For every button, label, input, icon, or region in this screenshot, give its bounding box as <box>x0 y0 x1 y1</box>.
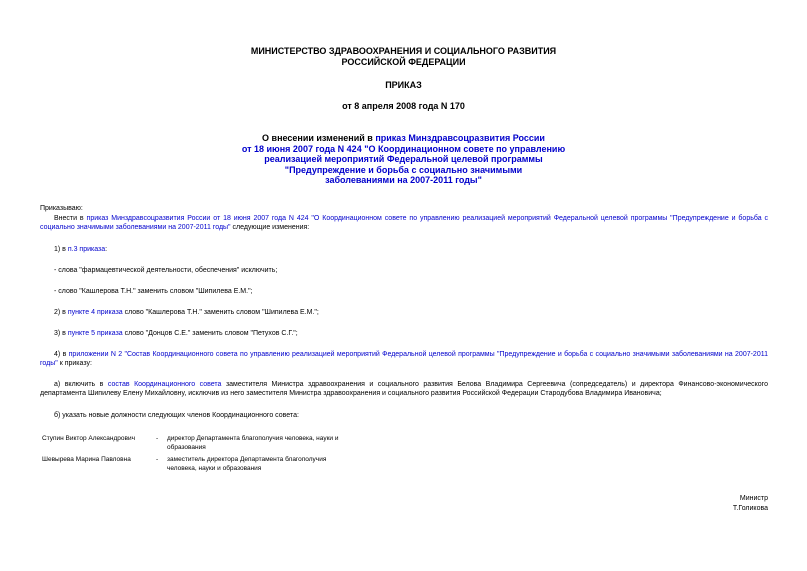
item-4-a-prefix: а) включить в <box>54 381 108 388</box>
member-position: директор Департамента благополучия человека, науки и образования <box>167 435 339 451</box>
item-1-a: - слова "фармацевтической деятельности, обеспечения" исключить; <box>54 267 278 274</box>
item-4-link[interactable]: приложении N 2 "Состав Координационного совета по управлению реализацией мероприятий Федеральной целевой программы "Предупреждение и борьба с социально значимыми заболеваниями на 2007-2011 годы" <box>40 351 768 367</box>
title-prefix: О внесении изменений в <box>262 133 376 143</box>
intro-prefix: Внести в <box>54 215 87 222</box>
item-4-b: б) указать новые должности следующих членов Координационного совета: <box>54 412 299 419</box>
item-4-a <box>40 380 768 398</box>
title-link-line-2[interactable]: реализацией мероприятий Федеральной целевой программы <box>264 154 543 164</box>
item-1-prefix: 1) в <box>54 246 68 253</box>
member-name: Шевырева Марина Павловна <box>42 456 131 463</box>
item-1-suffix: : <box>105 246 108 253</box>
orders-label: Приказываю: <box>40 205 83 212</box>
document-date: от 8 апреля 2008 года N 170 <box>342 101 465 111</box>
intro-paragraph <box>40 214 768 232</box>
item-2-suffix: слово "Кашлерова Т.Н." заменить словом "Шипилева Е.М."; <box>122 309 319 316</box>
item-2-prefix: 2) в <box>54 309 68 316</box>
item-1-b: - слово "Кашлерова Т.Н." заменить словом "Шипилева Е.М."; <box>54 288 253 295</box>
ministry-heading <box>0 46 807 68</box>
title-link-line-3[interactable]: "Предупреждение и борьба с социально значимыми <box>284 164 523 175</box>
item-3-suffix: слово "Донцов С.Е." заменить словом "Петухов С.Г."; <box>122 330 298 337</box>
member-dash: - <box>156 435 159 442</box>
ministry-line-1: МИНИСТЕРСТВО ЗДРАВООХРАНЕНИЯ И СОЦИАЛЬНОГО РАЗВИТИЯ <box>250 46 557 56</box>
item-1 <box>40 245 768 254</box>
item-4-prefix: 4) в <box>54 351 69 358</box>
ministry-line-2: РОССИЙСКОЙ ФЕДЕРАЦИИ <box>341 57 466 67</box>
title-link-line-1[interactable]: от 18 июня 2007 года N 424 "О Координационном совете по управлению <box>241 143 566 154</box>
title-link-order[interactable]: приказ Минздравсоцразвития России <box>375 133 545 143</box>
item-1-link[interactable]: п.3 приказа <box>67 246 106 253</box>
item-2 <box>40 308 768 317</box>
intro-suffix: следующие изменения: <box>230 224 310 231</box>
member-position: заместитель директора Департамента благополучия человека, науки и образования <box>167 456 327 472</box>
document-type: ПРИКАЗ <box>385 80 422 90</box>
item-4-a-link[interactable]: состав Координационного совета <box>107 381 222 388</box>
member-dash: - <box>156 456 159 463</box>
intro-order-link[interactable]: приказ Минздравсоцразвития России от 18 июня 2007 года N 424 "О Координационном совете по управлению реализацией мероприятий Федеральной целевой программы "Предупреждение и борьба с социально значимыми заболеваниями на 2007-2011 годы" <box>40 215 768 231</box>
item-4 <box>40 350 768 368</box>
item-3-prefix: 3) в <box>54 330 68 337</box>
signature-name: Т.Голикова <box>732 505 768 512</box>
item-4-a-suffix: заместителя Министра здравоохранения и социального развития Белова Владимира Сергеевича (сопредседатель) и директора Финансово-экономического департамента Шипилеву Елену Михайловну, исключив из него заместителя Министра здравоохранения и социального развития Российской Федерации Стародубова Владимира Ивановича; <box>40 381 768 397</box>
item-4-suffix: к приказу: <box>57 360 92 367</box>
item-2-link[interactable]: пункте 4 приказа <box>67 309 123 316</box>
signature-role: Министр <box>739 495 768 502</box>
item-3-link[interactable]: пункте 5 приказа <box>67 330 123 337</box>
member-name: Ступин Виктор Александрович <box>42 435 135 442</box>
document-title <box>0 133 807 186</box>
title-link-line-4[interactable]: заболеваниями на 2007-2011 годы" <box>325 175 482 185</box>
item-3 <box>40 329 768 338</box>
